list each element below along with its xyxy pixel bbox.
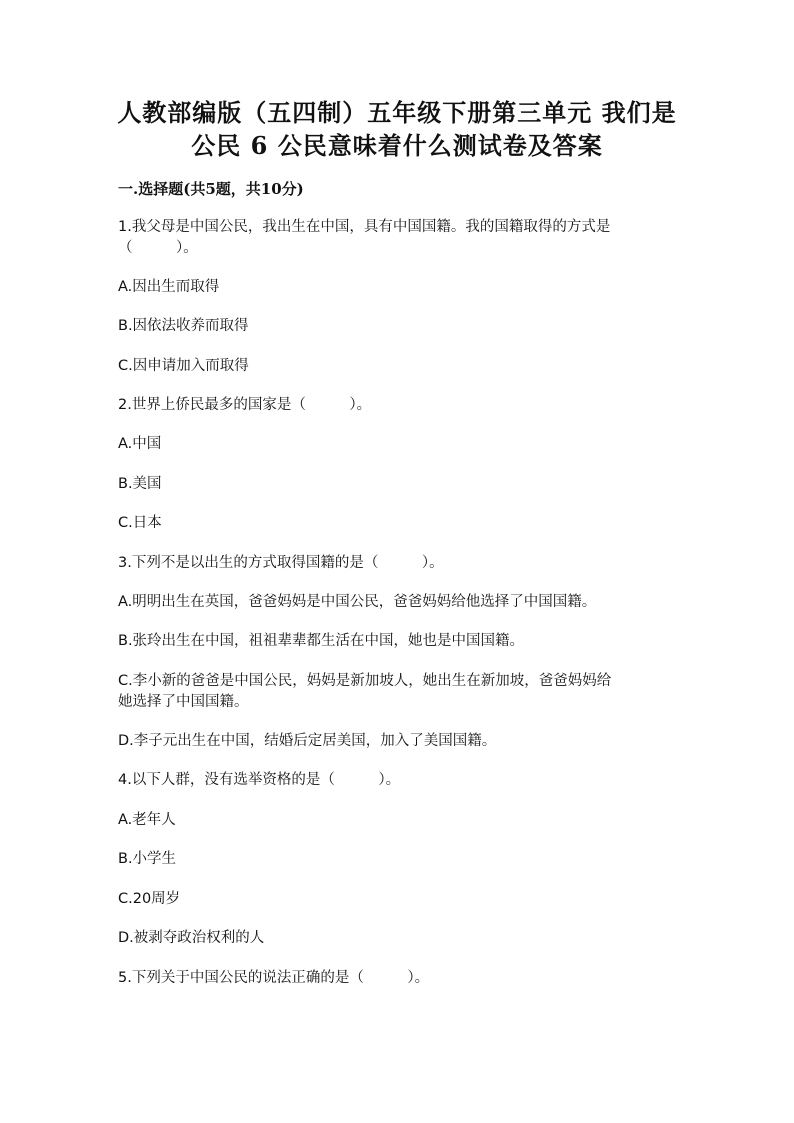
question-4-stem: 4.以下人群，没有选举资格的是（ ）。	[118, 772, 401, 788]
question-2-option-b: B.美国	[118, 476, 162, 492]
question-5-stem: 5.下列关于中国公民的说法正确的是（ ）。	[118, 970, 430, 986]
question-3-option-d: D.李子元出生在中国，结婚后定居美国，加入了美国国籍。	[118, 733, 497, 749]
question-3-option-c: C.李小新的爸爸是中国公民，妈妈是新加坡人，她出生在新加坡，爸爸妈妈给	[118, 673, 612, 689]
document-title-line-1: 人教部编版（五四制）五年级下册第三单元 我们是	[117, 98, 677, 127]
question-1-option-a: A.因出生而取得	[118, 279, 220, 295]
question-4-option-d: D.被剥夺政治权利的人	[118, 930, 265, 946]
question-3-stem: 3.下列不是以出生的方式取得国籍的是（ ）。	[118, 555, 444, 571]
question-1-stem: 1.我父母是中国公民，我出生在中国，具有中国国籍。我的国籍取得的方式是	[118, 219, 611, 235]
question-2-stem: 2.世界上侨民最多的国家是（ ）。	[118, 397, 372, 413]
question-4-option-b: B.小学生	[118, 851, 177, 867]
question-1-option-c: C.因申请加入而取得	[118, 358, 249, 374]
question-3-option-c-cont: 她选择了中国国籍。	[118, 694, 249, 710]
question-2-option-c: C.日本	[118, 515, 162, 531]
question-4-option-c: C.20周岁	[118, 891, 181, 907]
question-3-option-a: A.明明出生在英国，爸爸妈妈是中国公民，爸爸妈妈给他选择了中国国籍。	[118, 594, 597, 610]
question-2-option-a: A.中国	[118, 436, 162, 452]
document-title-line-2: 公民 6 公民意味着什么测试卷及答案	[191, 131, 603, 160]
question-3-option-b: B.张玲出生在中国，祖祖辈辈都生活在中国，她也是中国国籍。	[118, 633, 525, 649]
question-1-option-b: B.因依法收养而取得	[118, 318, 249, 334]
section-heading: 一.选择题(共5题，共10分)	[118, 180, 304, 198]
question-4-option-a: A.老年人	[118, 812, 176, 828]
question-1-stem-cont: （ ）。	[118, 240, 198, 256]
